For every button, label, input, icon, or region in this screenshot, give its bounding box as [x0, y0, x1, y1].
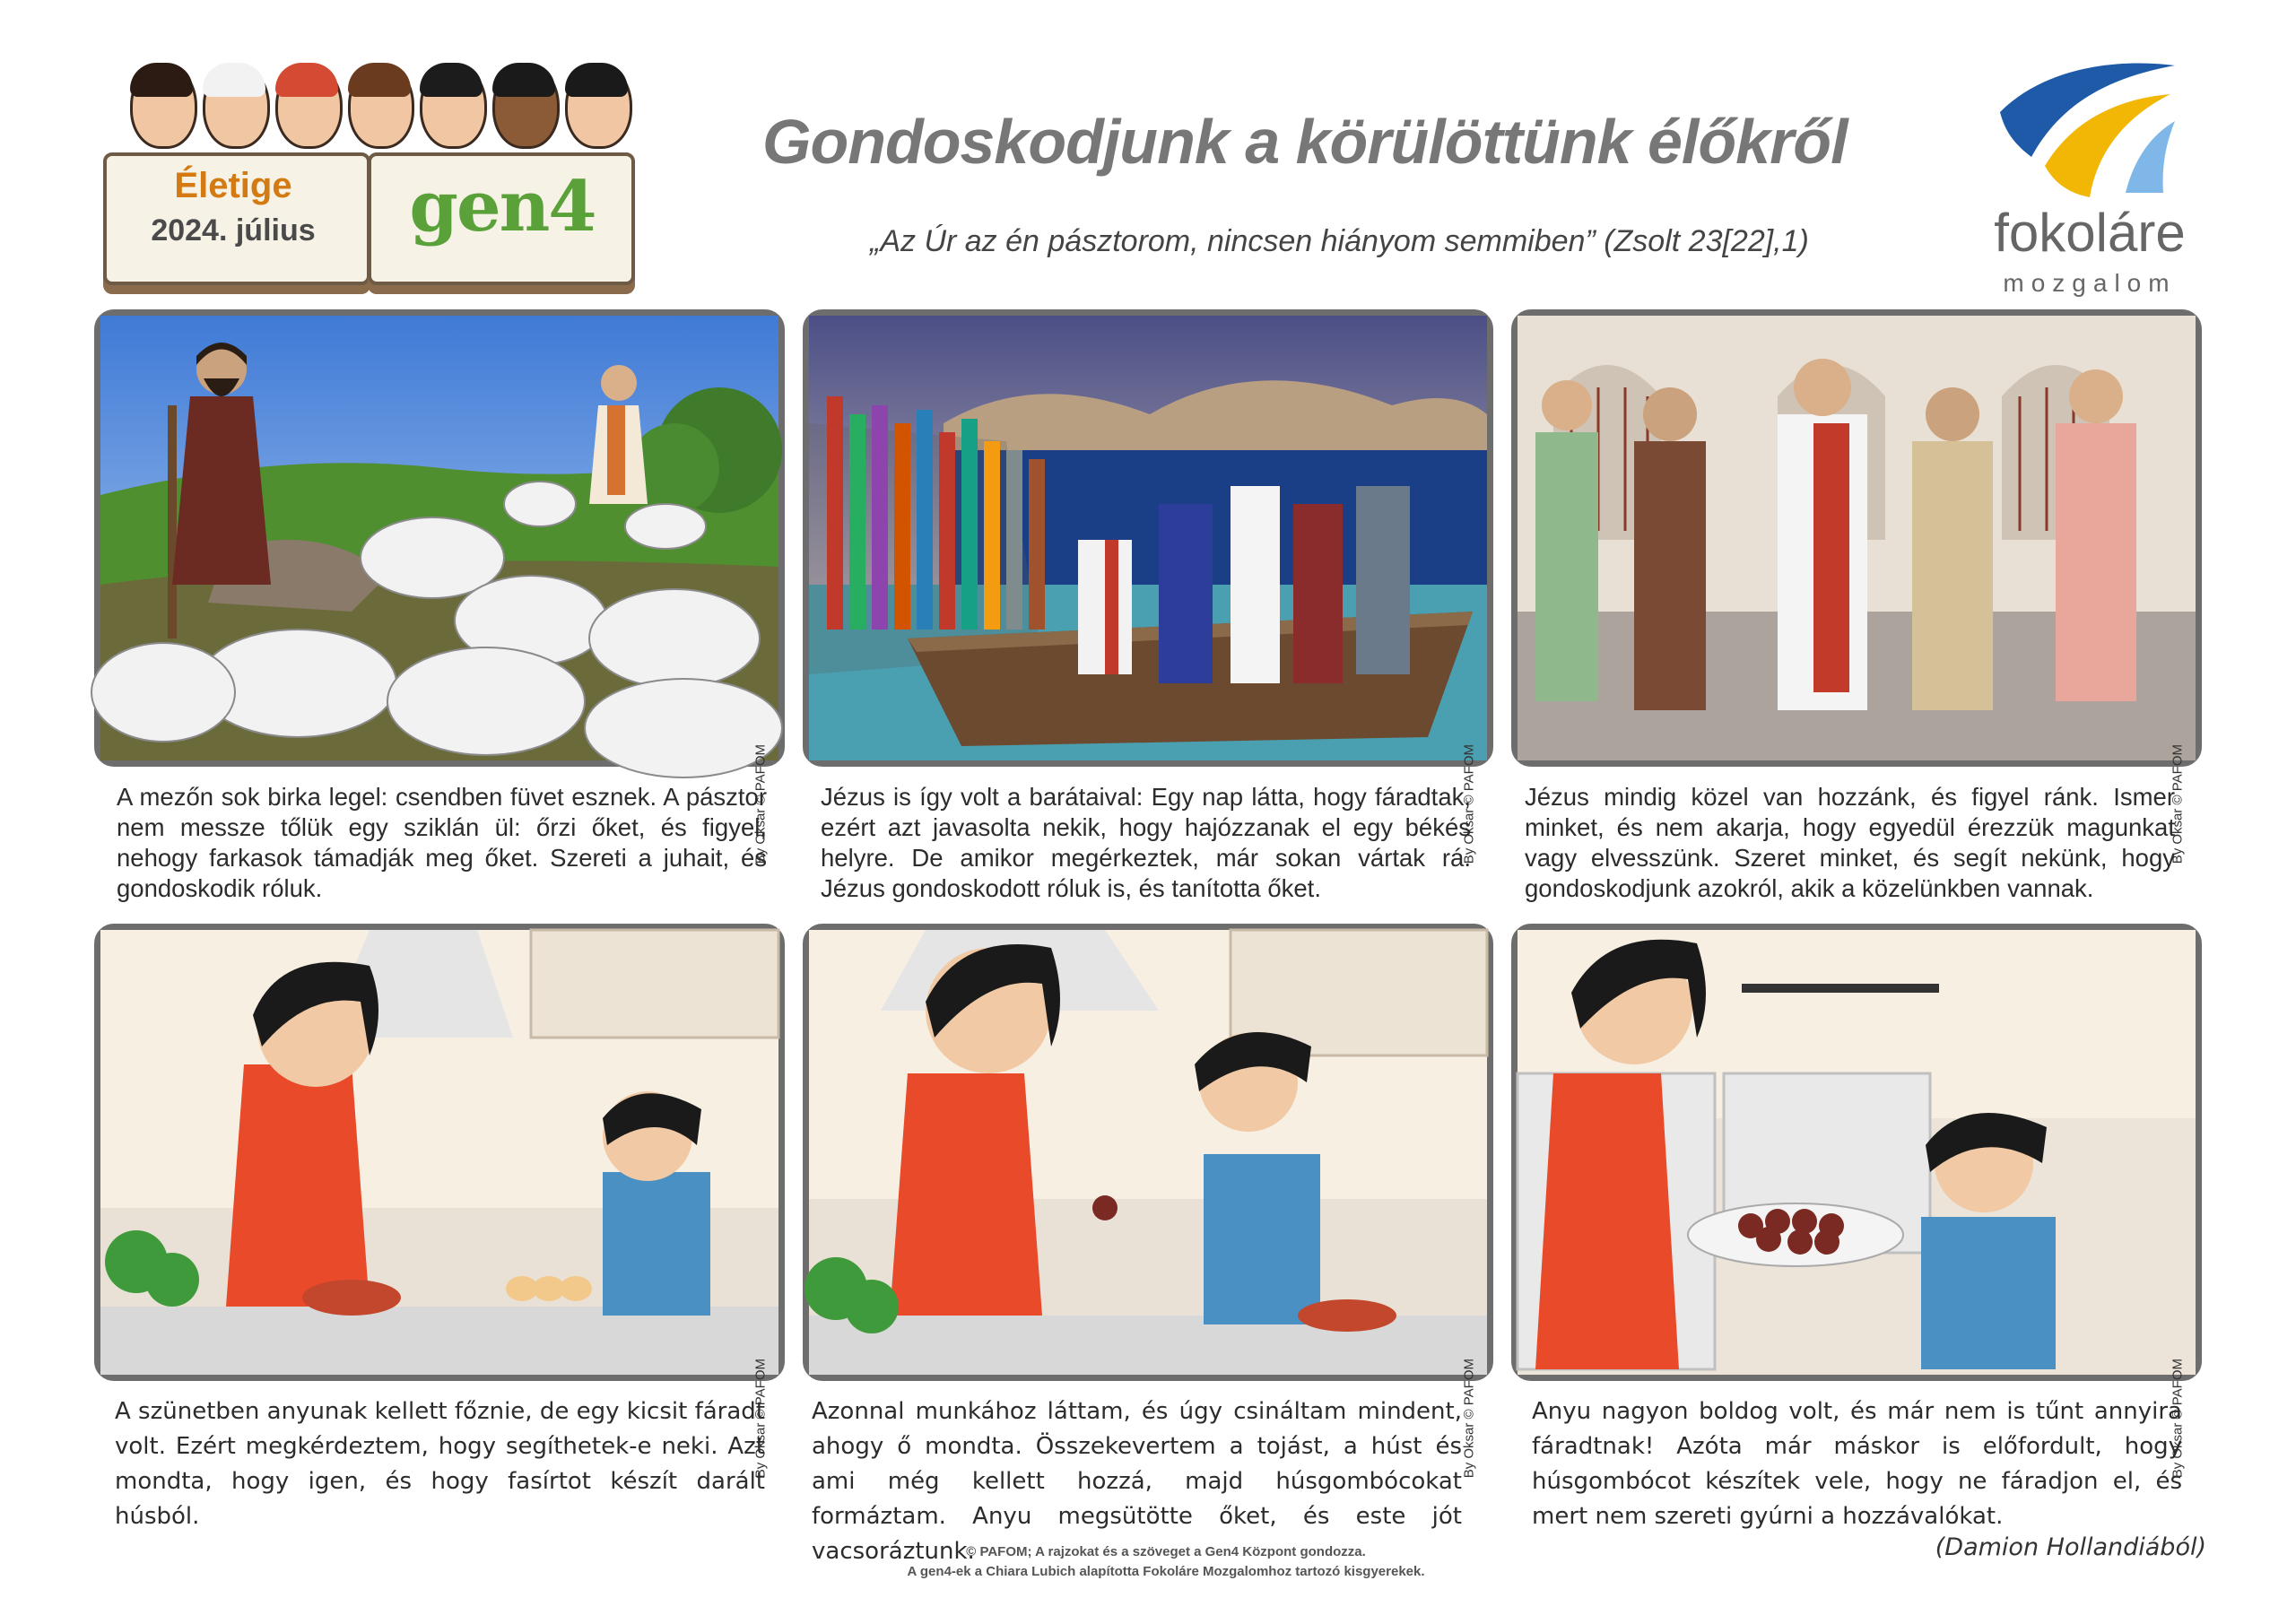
- kitchen-mother-child-illustration: [100, 930, 778, 1375]
- illustration-credit: By Oksar © PAFOM: [1461, 744, 1476, 864]
- page-subtitle: „Az Úr az én pásztorom, nincsen hiányom semmiben” (Zsolt 23[22],1): [870, 224, 1809, 258]
- panel-6-caption: Anyu nagyon boldog volt, és már nem is tűnt annyira fáradtnak! Azóta már máskor is előfordult, hogy húsgombócot készítek vele, hogy ne fáradjon el, és mert nem szereti gyúrni a hozzávalókat.: [1532, 1398, 2182, 1530]
- child-face: [203, 63, 270, 149]
- illustration-credit: By Oksar © PAFOM: [2170, 1359, 2185, 1479]
- panel-3-caption: Jézus mindig közel van hozzánk, és figyel ránk. Ismer minket, és nem akarja, hogy egyedül érezzük magunkat vagy elvesszünk. Szeret minket, és segít nekünk, hogy gondoskodjunk azokról, akik a közelünkben vannak.: [1525, 783, 2175, 902]
- illustration-credit: By Oksar © PAFOM: [2170, 744, 2185, 864]
- story-signature: (Damion Hollandiából): [1935, 1533, 2206, 1561]
- footer-line-2: A gen4-ek a Chiara Lubich alapította Fokoláre Mozgalomhoz tartozó kisgyerekek.: [907, 1564, 1425, 1579]
- child-face: [348, 63, 415, 149]
- footer-line-1: © PAFOM; A rajzokat és a szöveget a Gen4 Központ gondozza.: [966, 1544, 1366, 1559]
- child-face: [275, 63, 343, 149]
- eletige-book-logo: [94, 54, 650, 305]
- org-name: fokoláre: [1994, 203, 2186, 263]
- book-month: 2024. július: [151, 213, 316, 248]
- panel-5-caption: Azonnal munkához láttam, és úgy csináltam mindent, ahogy ő mondta. Összekevertem a tojást, a húst és ami még kellett hozzá, majd húsgombócokat formáztam. Anyu megsütötte őket, és este jót vacsoráztunk.: [812, 1398, 1462, 1565]
- panel-2-caption: Jézus is így volt a barátaival: Egy nap látta, hogy fáradtak, ezért azt javasolta nekik, hogy hajózzanak el egy békés helyre. De amikor megérkeztek, már sokan vártak rá. Jézus gondoskodott róluk is, és tanította őket.: [821, 783, 1471, 902]
- org-subtitle: mozgalom: [2003, 269, 2177, 297]
- serving-meatballs-illustration: [1518, 930, 2196, 1375]
- child-face: [420, 63, 487, 149]
- making-meatballs-illustration: [809, 930, 1487, 1375]
- comic-panel-5: [803, 924, 1493, 1479]
- illustration-credit: By Oksar © PAFOM: [1461, 1359, 1476, 1479]
- shepherd-sheep-illustration: [100, 316, 778, 760]
- child-face: [130, 63, 197, 149]
- gen4-logo-text: gen4: [409, 166, 596, 248]
- panel-4-caption: A szünetben anyunak kellett főznie, de egy kicsit fáradt volt. Ezért megkérdeztem, hogy segíthetek-e neki. Azt mondta, hogy igen, és hogy fasírtot készít darált húsból.: [115, 1398, 765, 1530]
- footer-copyright: [762, 1542, 1570, 1582]
- illustration-credit: By Oksar © PAFOM: [752, 1359, 768, 1479]
- panel-1-caption: A mezőn sok birka legel: csendben füvet esznek. A pásztor nem messze tőlük egy sziklán ül: őrzi őket, és figyel, nehogy farkasok támadják meg őket. Szereti a juhait, és gondoskodik róluk.: [117, 783, 767, 902]
- illustration-credit: By Oksar © PAFOM: [752, 744, 768, 864]
- children-faces-illustration: [130, 63, 632, 161]
- child-face: [565, 63, 632, 149]
- gen4-logo: [390, 166, 614, 248]
- jesus-boat-illustration: [809, 316, 1487, 760]
- page-title: Gondoskodjunk a körülöttünk élőkről: [762, 107, 1848, 177]
- jesus-with-people-illustration: [1518, 316, 2196, 760]
- book-label: Életige: [174, 166, 292, 205]
- fokolare-swoosh-icon: [1991, 58, 2188, 202]
- child-face: [492, 63, 560, 149]
- fokolare-logo: [1964, 58, 2215, 300]
